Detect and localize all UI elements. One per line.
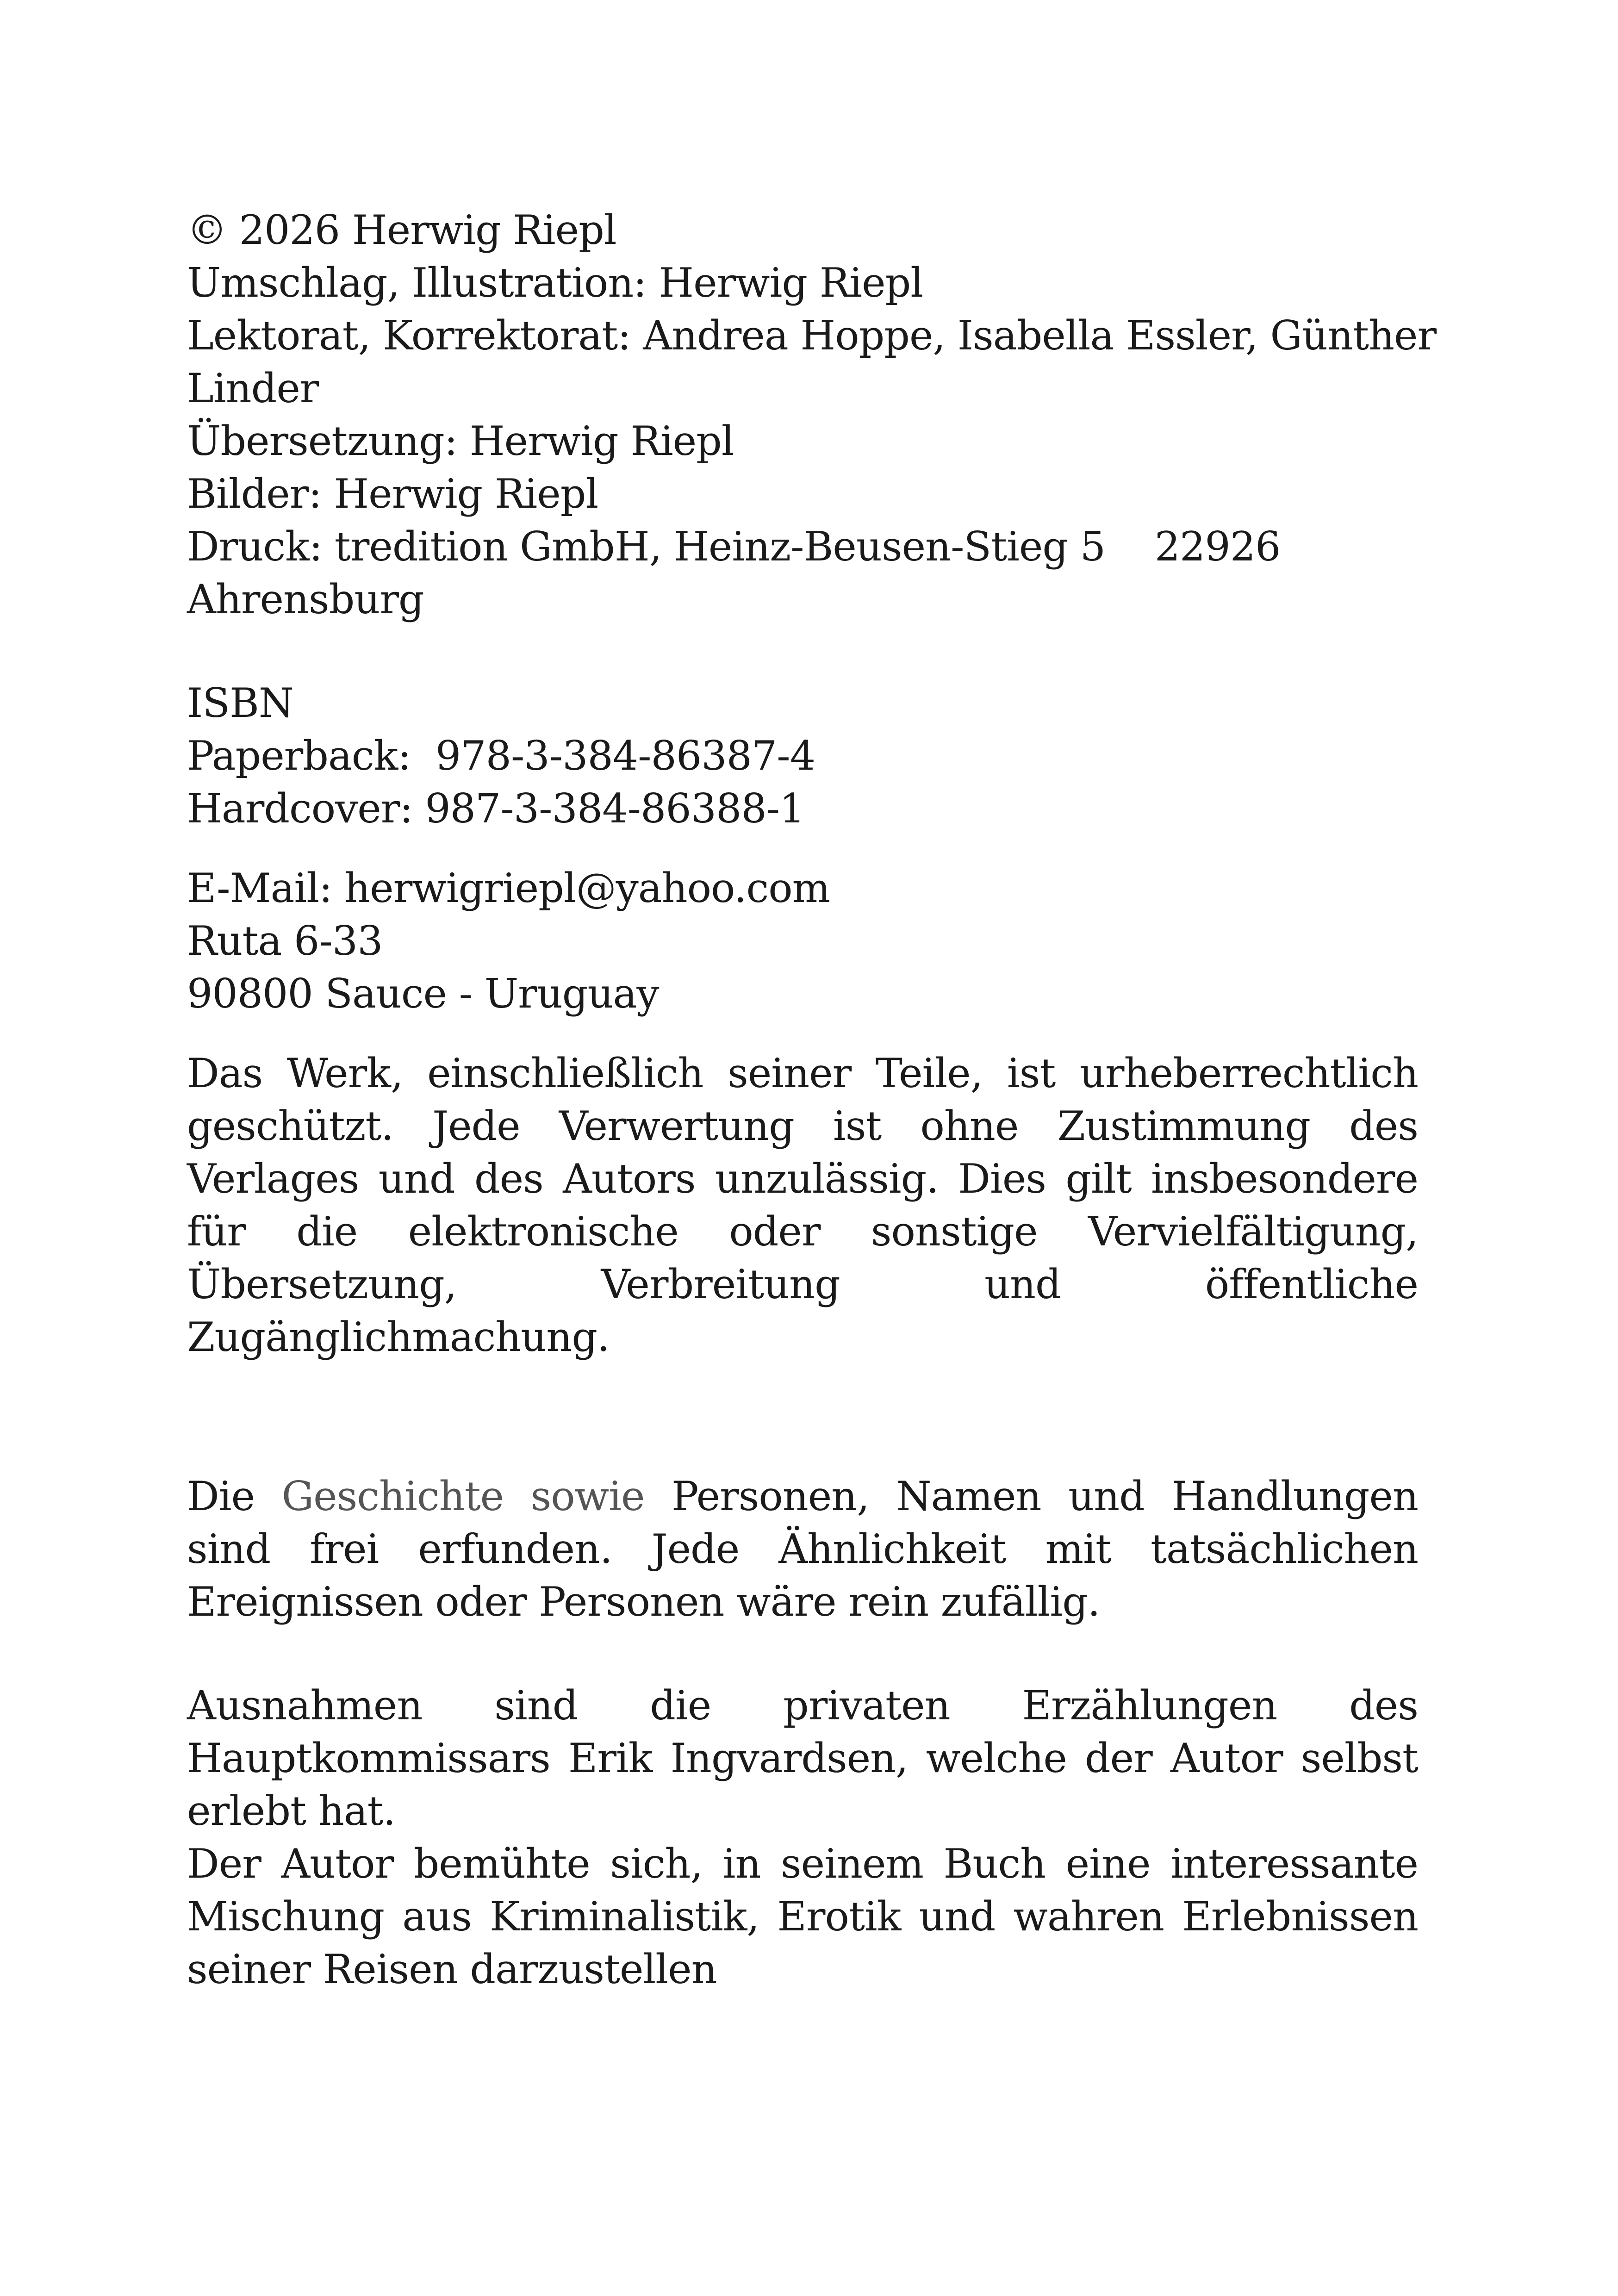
print-credit-line1: Druck: tredition GmbH, Heinz-Beusen-Stieg 5 22926 (187, 523, 1281, 570)
cover-credit: Umschlag, Illustration: Herwig Riepl (187, 259, 923, 306)
credits-block (187, 204, 1437, 626)
images-credit: Bilder: Herwig Riepl (187, 470, 598, 517)
contact-email: E-Mail: herwigriepl@yahoo.com (187, 865, 830, 912)
copyright-notice: Das Werk, einschließlich seiner Teile, ist urheberrechtlich geschützt. Jede Verwertung ist ohne Zustimmung des Verlages und des Autors unzulässig. Dies gilt insbesondere für die elektronische oder sonstige Vervielfältigung, Übersetzung, Verbreitung und öffentliche Zugänglichmachung. (187, 1050, 1418, 1361)
author-note: Der Autor bemühte sich, in seinem Buch eine interessante Mischung aus Kriminalistik, Erotik und wahren Erlebnissen seiner Reisen darzustellen (187, 1840, 1418, 1993)
isbn-hardcover: Hardcover: 987-3-384-86388-1 (187, 785, 805, 832)
fiction-disclaimer (187, 1470, 1418, 1628)
exception-note: Ausnahmen sind die privaten Erzählungen des Hauptkommissars Erik Ingvardsen, welche der Autor selbst erlebt hat. (187, 1682, 1418, 1835)
imprint-page (187, 204, 1437, 1996)
disclaimer-start: Die (187, 1473, 282, 1520)
isbn-block (187, 677, 1418, 835)
disclaimer-rest: Personen, Namen und Handlungen sind frei erfunden. Jede Ähnlichkeit mit tatsächlichen Ereignissen oder Personen wäre rein zufällig. (187, 1473, 1418, 1625)
editing-credit-line1: Lektorat, Korrektorat: Andrea Hoppe, Isabella Essler, Günther (187, 312, 1437, 359)
translation-credit: Übersetzung: Herwig Riepl (187, 417, 734, 465)
contact-street: Ruta 6-33 (187, 917, 383, 964)
editing-credit-line2: Linder (187, 365, 319, 412)
contact-block (187, 862, 1418, 1020)
print-credit-line2: Ahrensburg (187, 576, 424, 623)
copyright-line: © 2026 Herwig Riepl (187, 206, 616, 254)
contact-city: 90800 Sauce - Uruguay (187, 970, 659, 1017)
isbn-heading: ISBN (187, 679, 294, 727)
disclaimer-muted-text: Geschichte sowie (281, 1473, 645, 1520)
isbn-paperback: Paperback: 978-3-384-86387-4 (187, 732, 815, 779)
